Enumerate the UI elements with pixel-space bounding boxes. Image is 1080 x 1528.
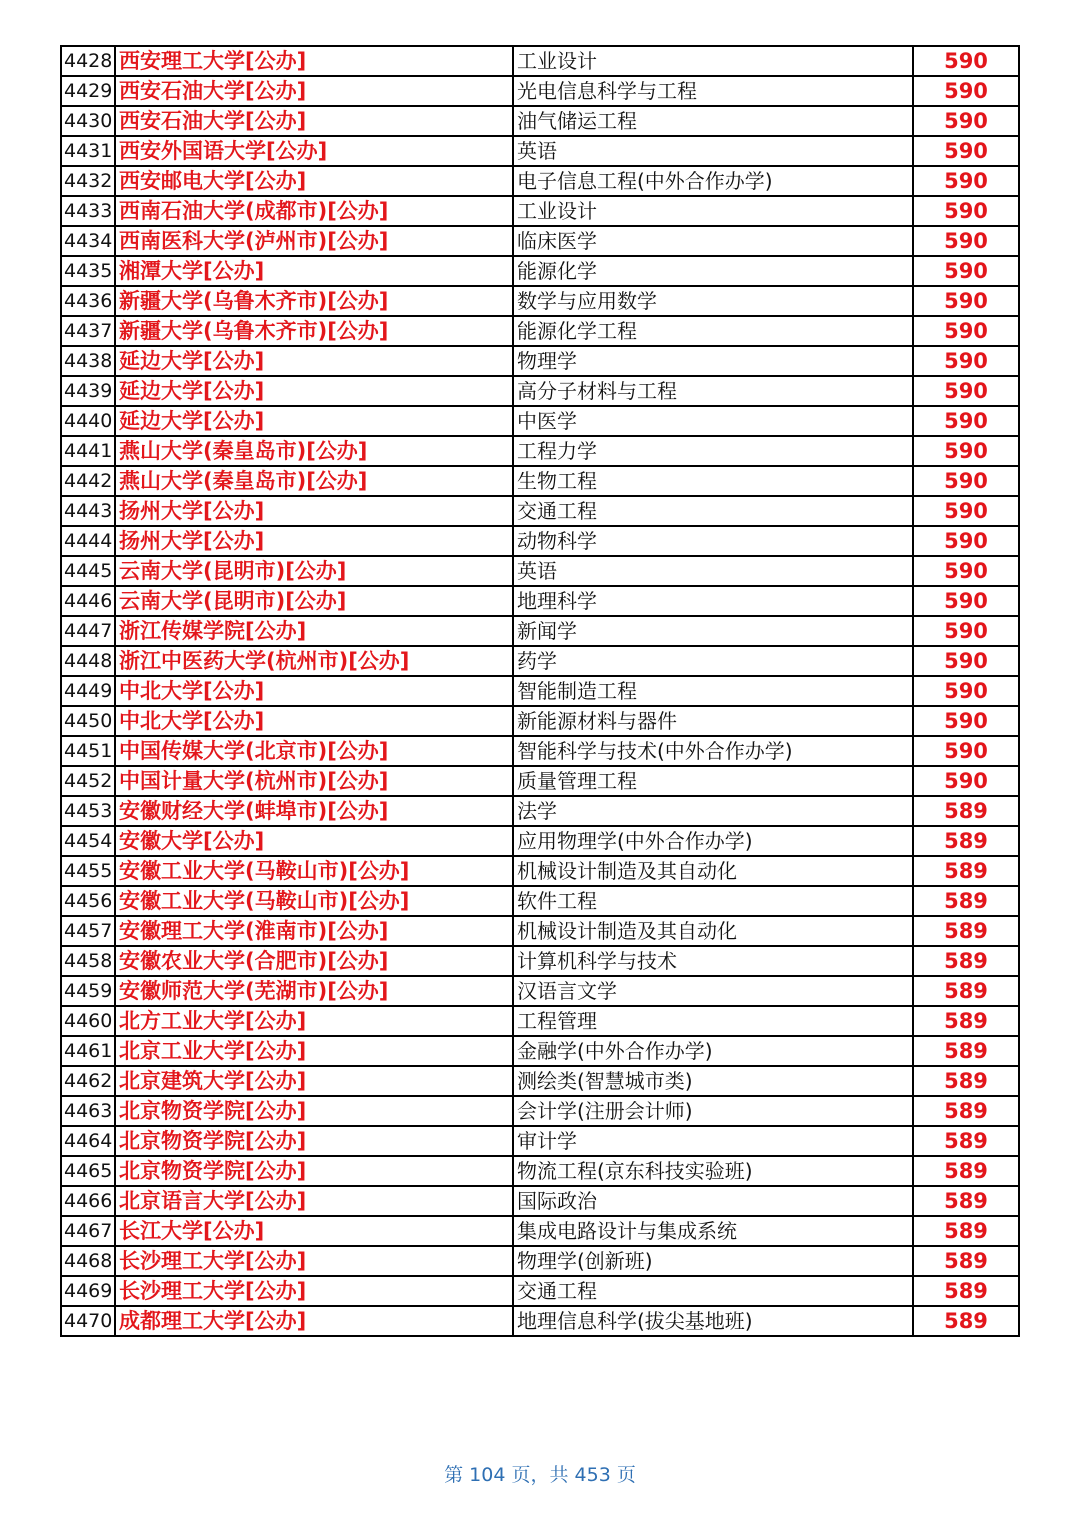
score-cell: 589: [913, 1276, 1019, 1306]
university-cell: 浙江传媒学院[公办]: [115, 616, 513, 646]
university-cell: 北京物资学院[公办]: [115, 1096, 513, 1126]
university-cell: 扬州大学[公办]: [115, 526, 513, 556]
row-number-cell: 4466: [61, 1186, 115, 1216]
score-cell: 590: [913, 196, 1019, 226]
score-cell: 589: [913, 1096, 1019, 1126]
row-number-cell: 4461: [61, 1036, 115, 1066]
score-cell: 590: [913, 496, 1019, 526]
score-cell: 590: [913, 466, 1019, 496]
row-number-cell: 4470: [61, 1306, 115, 1336]
table-row: [61, 1276, 1019, 1306]
score-cell: 589: [913, 1066, 1019, 1096]
score-cell: 590: [913, 346, 1019, 376]
major-cell: 国际政治: [513, 1186, 913, 1216]
major-cell: 地理科学: [513, 586, 913, 616]
row-number-cell: 4438: [61, 346, 115, 376]
major-cell: 中医学: [513, 406, 913, 436]
university-cell: 安徽财经大学(蚌埠市)[公办]: [115, 796, 513, 826]
university-cell: 西安外国语大学[公办]: [115, 136, 513, 166]
row-number-cell: 4430: [61, 106, 115, 136]
university-cell: 西安石油大学[公办]: [115, 106, 513, 136]
score-cell: 590: [913, 736, 1019, 766]
score-cell: 590: [913, 316, 1019, 346]
page-footer: [0, 1460, 1080, 1487]
major-cell: 智能科学与技术(中外合作办学): [513, 736, 913, 766]
table-row: [61, 706, 1019, 736]
major-cell: 电子信息工程(中外合作办学): [513, 166, 913, 196]
table-row: [61, 166, 1019, 196]
row-number-cell: 4440: [61, 406, 115, 436]
major-cell: 光电信息科学与工程: [513, 76, 913, 106]
row-number-cell: 4441: [61, 436, 115, 466]
major-cell: 数学与应用数学: [513, 286, 913, 316]
table-row: [61, 856, 1019, 886]
university-cell: 长沙理工大学[公办]: [115, 1276, 513, 1306]
university-cell: 成都理工大学[公办]: [115, 1306, 513, 1336]
university-cell: 长沙理工大学[公办]: [115, 1246, 513, 1276]
table-row: [61, 976, 1019, 1006]
major-cell: 交通工程: [513, 496, 913, 526]
major-cell: 新闻学: [513, 616, 913, 646]
row-number-cell: 4445: [61, 556, 115, 586]
major-cell: 高分子材料与工程: [513, 376, 913, 406]
row-number-cell: 4432: [61, 166, 115, 196]
university-cell: 云南大学(昆明市)[公办]: [115, 586, 513, 616]
row-number-cell: 4463: [61, 1096, 115, 1126]
table-row: [61, 1246, 1019, 1276]
major-cell: 动物科学: [513, 526, 913, 556]
university-cell: 安徽工业大学(马鞍山市)[公办]: [115, 886, 513, 916]
university-cell: 湘潭大学[公办]: [115, 256, 513, 286]
table-row: [61, 46, 1019, 76]
row-number-cell: 4443: [61, 496, 115, 526]
table-row: [61, 946, 1019, 976]
table-row: [61, 736, 1019, 766]
score-cell: 589: [913, 1036, 1019, 1066]
major-cell: 能源化学: [513, 256, 913, 286]
table-row: [61, 676, 1019, 706]
major-cell: 物理学(创新班): [513, 1246, 913, 1276]
row-number-cell: 4446: [61, 586, 115, 616]
university-cell: 安徽大学[公办]: [115, 826, 513, 856]
table-row: [61, 1156, 1019, 1186]
row-number-cell: 4455: [61, 856, 115, 886]
university-cell: 北京语言大学[公办]: [115, 1186, 513, 1216]
table-row: [61, 346, 1019, 376]
score-cell: 590: [913, 46, 1019, 76]
score-cell: 590: [913, 256, 1019, 286]
university-cell: 中北大学[公办]: [115, 676, 513, 706]
row-number-cell: 4447: [61, 616, 115, 646]
table-row: [61, 826, 1019, 856]
university-cell: 长江大学[公办]: [115, 1216, 513, 1246]
table-row: [61, 916, 1019, 946]
row-number-cell: 4459: [61, 976, 115, 1006]
table-row: [61, 136, 1019, 166]
university-cell: 浙江中医药大学(杭州市)[公办]: [115, 646, 513, 676]
university-cell: 西安理工大学[公办]: [115, 46, 513, 76]
row-number-cell: 4467: [61, 1216, 115, 1246]
table-row: [61, 406, 1019, 436]
university-cell: 中北大学[公办]: [115, 706, 513, 736]
score-cell: 590: [913, 106, 1019, 136]
major-cell: 审计学: [513, 1126, 913, 1156]
university-cell: 北京物资学院[公办]: [115, 1126, 513, 1156]
table-row: [61, 316, 1019, 346]
row-number-cell: 4439: [61, 376, 115, 406]
major-cell: 英语: [513, 556, 913, 586]
university-cell: 北京建筑大学[公办]: [115, 1066, 513, 1096]
major-cell: 药学: [513, 646, 913, 676]
university-cell: 安徽工业大学(马鞍山市)[公办]: [115, 856, 513, 886]
table-row: [61, 766, 1019, 796]
table-row: [61, 886, 1019, 916]
row-number-cell: 4435: [61, 256, 115, 286]
major-cell: 计算机科学与技术: [513, 946, 913, 976]
row-number-cell: 4469: [61, 1276, 115, 1306]
university-cell: 安徽理工大学(淮南市)[公办]: [115, 916, 513, 946]
row-number-cell: 4452: [61, 766, 115, 796]
table-row: [61, 256, 1019, 286]
table-row: [61, 226, 1019, 256]
row-number-cell: 4437: [61, 316, 115, 346]
row-number-cell: 4458: [61, 946, 115, 976]
score-cell: 589: [913, 1306, 1019, 1336]
row-number-cell: 4462: [61, 1066, 115, 1096]
admission-score-table: [60, 45, 1020, 1337]
score-cell: 590: [913, 376, 1019, 406]
score-cell: 590: [913, 616, 1019, 646]
row-number-cell: 4456: [61, 886, 115, 916]
score-cell: 590: [913, 136, 1019, 166]
row-number-cell: 4450: [61, 706, 115, 736]
major-cell: 地理信息科学(拔尖基地班): [513, 1306, 913, 1336]
score-cell: 589: [913, 916, 1019, 946]
major-cell: 工程管理: [513, 1006, 913, 1036]
table-row: [61, 466, 1019, 496]
row-number-cell: 4464: [61, 1126, 115, 1156]
university-cell: 北京物资学院[公办]: [115, 1156, 513, 1186]
university-cell: 西安石油大学[公办]: [115, 76, 513, 106]
score-cell: 590: [913, 706, 1019, 736]
table-row: [61, 1186, 1019, 1216]
row-number-cell: 4442: [61, 466, 115, 496]
university-cell: 燕山大学(秦皇岛市)[公办]: [115, 436, 513, 466]
major-cell: 会计学(注册会计师): [513, 1096, 913, 1126]
row-number-cell: 4453: [61, 796, 115, 826]
university-cell: 中国计量大学(杭州市)[公办]: [115, 766, 513, 796]
row-number-cell: 4454: [61, 826, 115, 856]
university-cell: 北方工业大学[公办]: [115, 1006, 513, 1036]
row-number-cell: 4434: [61, 226, 115, 256]
row-number-cell: 4433: [61, 196, 115, 226]
university-cell: 燕山大学(秦皇岛市)[公办]: [115, 466, 513, 496]
table-row: [61, 526, 1019, 556]
score-cell: 589: [913, 1216, 1019, 1246]
score-cell: 589: [913, 886, 1019, 916]
score-cell: 590: [913, 166, 1019, 196]
university-cell: 延边大学[公办]: [115, 346, 513, 376]
score-cell: 589: [913, 1126, 1019, 1156]
university-cell: 扬州大学[公办]: [115, 496, 513, 526]
score-cell: 590: [913, 406, 1019, 436]
university-cell: 安徽农业大学(合肥市)[公办]: [115, 946, 513, 976]
major-cell: 金融学(中外合作办学): [513, 1036, 913, 1066]
university-cell: 安徽师范大学(芜湖市)[公办]: [115, 976, 513, 1006]
university-cell: 西南医科大学(泸州市)[公办]: [115, 226, 513, 256]
table-row: [61, 1006, 1019, 1036]
table-row: [61, 286, 1019, 316]
row-number-cell: 4457: [61, 916, 115, 946]
table-row: [61, 106, 1019, 136]
university-cell: 云南大学(昆明市)[公办]: [115, 556, 513, 586]
table-row: [61, 586, 1019, 616]
university-cell: 西安邮电大学[公办]: [115, 166, 513, 196]
row-number-cell: 4431: [61, 136, 115, 166]
major-cell: 工程力学: [513, 436, 913, 466]
table-row: [61, 1216, 1019, 1246]
major-cell: 交通工程: [513, 1276, 913, 1306]
university-cell: 新疆大学(乌鲁木齐市)[公办]: [115, 286, 513, 316]
major-cell: 智能制造工程: [513, 676, 913, 706]
table-row: [61, 1036, 1019, 1066]
major-cell: 法学: [513, 796, 913, 826]
row-number-cell: 4460: [61, 1006, 115, 1036]
table-row: [61, 196, 1019, 226]
major-cell: 物流工程(京东科技实验班): [513, 1156, 913, 1186]
major-cell: 工业设计: [513, 46, 913, 76]
score-cell: 590: [913, 76, 1019, 106]
row-number-cell: 4436: [61, 286, 115, 316]
table-row: [61, 376, 1019, 406]
row-number-cell: 4428: [61, 46, 115, 76]
score-cell: 589: [913, 1156, 1019, 1186]
row-number-cell: 4468: [61, 1246, 115, 1276]
major-cell: 油气储运工程: [513, 106, 913, 136]
score-cell: 589: [913, 1246, 1019, 1276]
table-row: [61, 616, 1019, 646]
admission-table-container: [60, 45, 1018, 1337]
score-cell: 589: [913, 1186, 1019, 1216]
row-number-cell: 4444: [61, 526, 115, 556]
major-cell: 汉语言文学: [513, 976, 913, 1006]
major-cell: 机械设计制造及其自动化: [513, 856, 913, 886]
score-cell: 589: [913, 976, 1019, 1006]
table-row: [61, 76, 1019, 106]
score-cell: 590: [913, 586, 1019, 616]
major-cell: 临床医学: [513, 226, 913, 256]
university-cell: 西南石油大学(成都市)[公办]: [115, 196, 513, 226]
major-cell: 质量管理工程: [513, 766, 913, 796]
university-cell: 延边大学[公办]: [115, 406, 513, 436]
major-cell: 工业设计: [513, 196, 913, 226]
score-cell: 589: [913, 796, 1019, 826]
major-cell: 软件工程: [513, 886, 913, 916]
score-cell: 590: [913, 286, 1019, 316]
table-row: [61, 496, 1019, 526]
score-cell: 589: [913, 946, 1019, 976]
table-row: [61, 796, 1019, 826]
table-body: [61, 46, 1019, 1336]
major-cell: 能源化学工程: [513, 316, 913, 346]
table-row: [61, 646, 1019, 676]
major-cell: 机械设计制造及其自动化: [513, 916, 913, 946]
major-cell: 应用物理学(中外合作办学): [513, 826, 913, 856]
university-cell: 中国传媒大学(北京市)[公办]: [115, 736, 513, 766]
score-cell: 589: [913, 826, 1019, 856]
score-cell: 590: [913, 526, 1019, 556]
score-cell: 590: [913, 766, 1019, 796]
major-cell: 集成电路设计与集成系统: [513, 1216, 913, 1246]
major-cell: 测绘类(智慧城市类): [513, 1066, 913, 1096]
table-row: [61, 1306, 1019, 1336]
major-cell: 生物工程: [513, 466, 913, 496]
page-number-text: 第 104 页，共 453 页: [444, 1464, 636, 1486]
row-number-cell: 4451: [61, 736, 115, 766]
score-cell: 590: [913, 646, 1019, 676]
table-row: [61, 436, 1019, 466]
score-cell: 590: [913, 676, 1019, 706]
table-row: [61, 556, 1019, 586]
major-cell: 物理学: [513, 346, 913, 376]
university-cell: 延边大学[公办]: [115, 376, 513, 406]
table-row: [61, 1126, 1019, 1156]
row-number-cell: 4448: [61, 646, 115, 676]
score-cell: 589: [913, 1006, 1019, 1036]
score-cell: 590: [913, 556, 1019, 586]
score-cell: 590: [913, 226, 1019, 256]
row-number-cell: 4429: [61, 76, 115, 106]
major-cell: 新能源材料与器件: [513, 706, 913, 736]
score-cell: 590: [913, 436, 1019, 466]
university-cell: 北京工业大学[公办]: [115, 1036, 513, 1066]
row-number-cell: 4465: [61, 1156, 115, 1186]
table-row: [61, 1096, 1019, 1126]
row-number-cell: 4449: [61, 676, 115, 706]
university-cell: 新疆大学(乌鲁木齐市)[公办]: [115, 316, 513, 346]
score-cell: 589: [913, 856, 1019, 886]
table-row: [61, 1066, 1019, 1096]
major-cell: 英语: [513, 136, 913, 166]
